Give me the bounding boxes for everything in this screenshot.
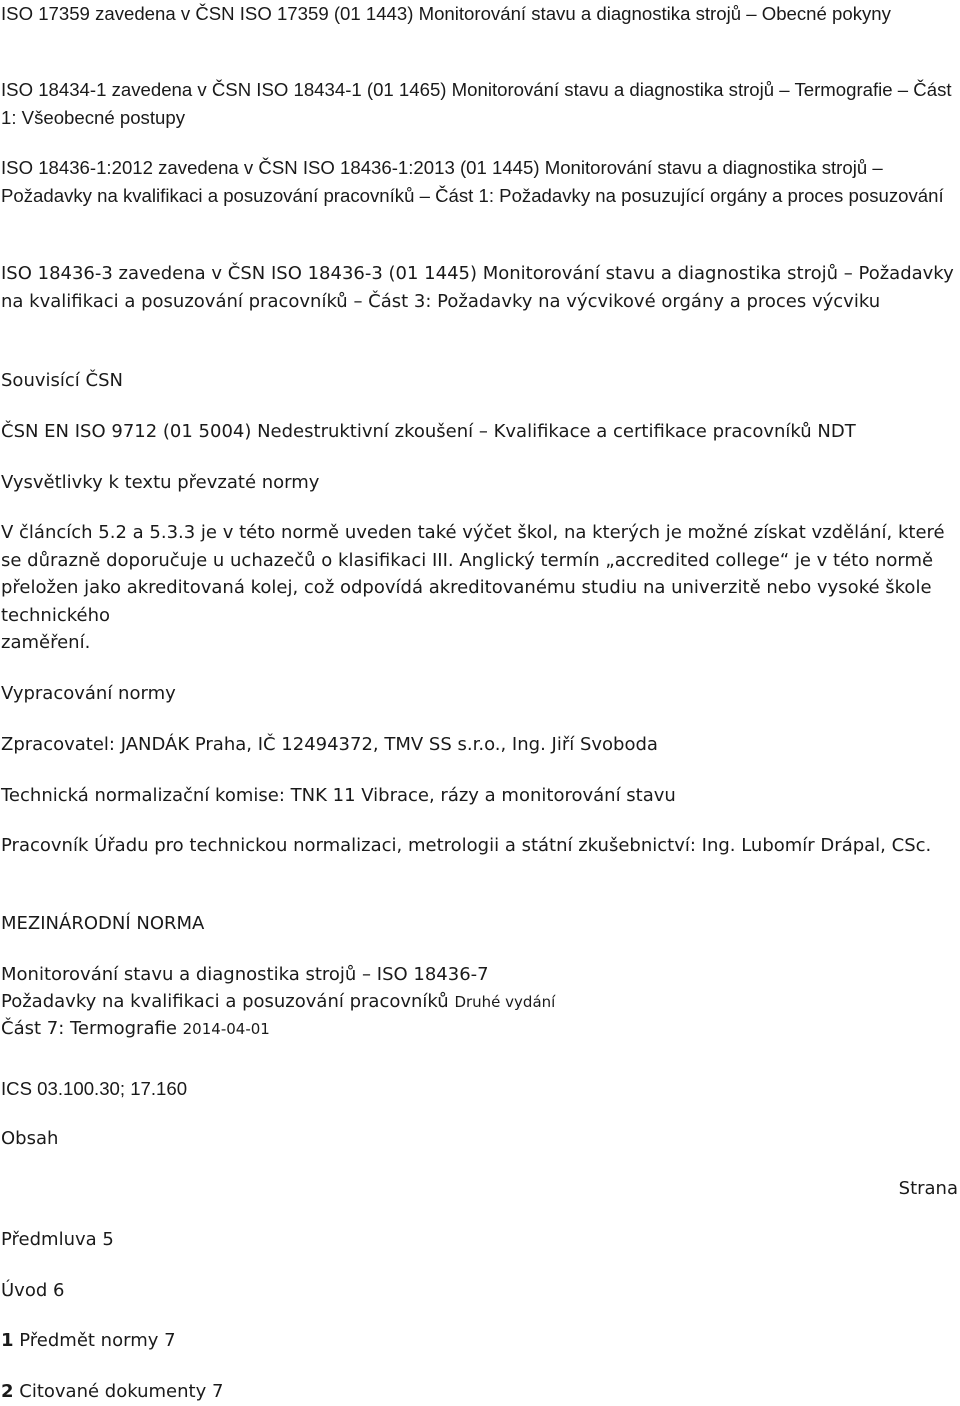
toc-item[interactable] xyxy=(1,1277,956,1305)
preparation-heading: Vypracování normy xyxy=(1,683,176,704)
processor-line: Zpracovatel: JANDÁK Praha, IČ 12494372, TMV SS s.r.o., Ing. Jiří Svoboda xyxy=(1,734,658,755)
intl-title-line2-text: Požadavky na kvalifikaci a posuzování pracovníků xyxy=(1,991,449,1012)
standard-ref-4: ISO 18436-3 zavedena v ČSN ISO 18436-3 (01 1445) Monitorování stavu a diagnostika strojů – Požadavky na kvalifikaci a posuzování pracovníků – Část 3: Požadavky na výcvikové orgány a proces výcviku xyxy=(1,263,954,312)
notes-text: V článcích 5.2 a 5.3.3 je v této normě uveden také výčet škol, na kterých je možné získat vzdělání, které se důrazně doporučuje u uchazečů o klasifikaci III. Anglický termín „accredited college“ je v této normě přeložen jako akreditovaná kolej, což odpovídá akreditovanému studiu na univerzitě nebo vysoké škole technického xyxy=(1,522,945,626)
ics-line: ICS 03.100.30; 17.160 xyxy=(1,1078,188,1099)
toc-heading: Obsah xyxy=(1,1128,59,1149)
toc-page-column: Strana xyxy=(898,1178,958,1199)
intl-title-line3 xyxy=(1,1015,956,1044)
toc-item-label: Předmluva 5 xyxy=(1,1229,114,1250)
edition-label: Druhé vydání xyxy=(454,993,556,1011)
intl-title-line2 xyxy=(1,988,956,1017)
standard-ref-3: ISO 18436-1:2012 zavedena v ČSN ISO 18436-1:2013 (01 1445) Monitorování stavu a diagnostika strojů – Požadavky na kvalifikaci a posuzování pracovníků – Část 1: Požadavky na posuzující orgány a proces posuzování xyxy=(1,157,944,206)
toc-item-label: Úvod 6 xyxy=(1,1280,65,1301)
notes-heading: Vysvětlivky k textu převzaté normy xyxy=(1,472,320,493)
related-item: ČSN EN ISO 9712 (01 5004) Nedestruktivní zkoušení – Kvalifikace a certifikace pracovníků NDT xyxy=(1,421,856,442)
toc-item[interactable] xyxy=(1,1327,956,1355)
toc-item-label: Citované dokumenty 7 xyxy=(13,1381,224,1402)
toc-item-number: 1 xyxy=(1,1330,14,1351)
intl-heading: MEZINÁRODNÍ NORMA xyxy=(1,913,205,934)
intl-title-line3-text: Část 7: Termografie xyxy=(1,1018,177,1039)
related-heading: Souvisící ČSN xyxy=(1,370,123,391)
standard-ref-1: ISO 17359 zavedena v ČSN ISO 17359 (01 1443) Monitorování stavu a diagnostika strojů – Obecné pokyny xyxy=(1,3,891,24)
intl-title-line1: Monitorování stavu a diagnostika strojů – ISO 18436-7 xyxy=(1,964,489,985)
issue-date: 2014-04-01 xyxy=(182,1020,270,1038)
notes-text-end: zaměření. xyxy=(1,632,91,653)
toc-item[interactable] xyxy=(1,1226,956,1254)
standard-ref-2: ISO 18434-1 zavedena v ČSN ISO 18434-1 (01 1465) Monitorování stavu a diagnostika strojů – Termografie – Část 1: Všeobecné postupy xyxy=(1,79,952,128)
officer-line: Pracovník Úřadu pro technickou normalizaci, metrologii a státní zkušebnictví: Ing. Lubomír Drápal, CSc. xyxy=(1,835,932,856)
toc-item[interactable] xyxy=(1,1378,956,1406)
toc-item-number: 2 xyxy=(1,1381,14,1402)
toc-item-label: Předmět normy 7 xyxy=(13,1330,176,1351)
committee-line: Technická normalizační komise: TNK 11 Vibrace, rázy a monitorování stavu xyxy=(1,785,676,806)
